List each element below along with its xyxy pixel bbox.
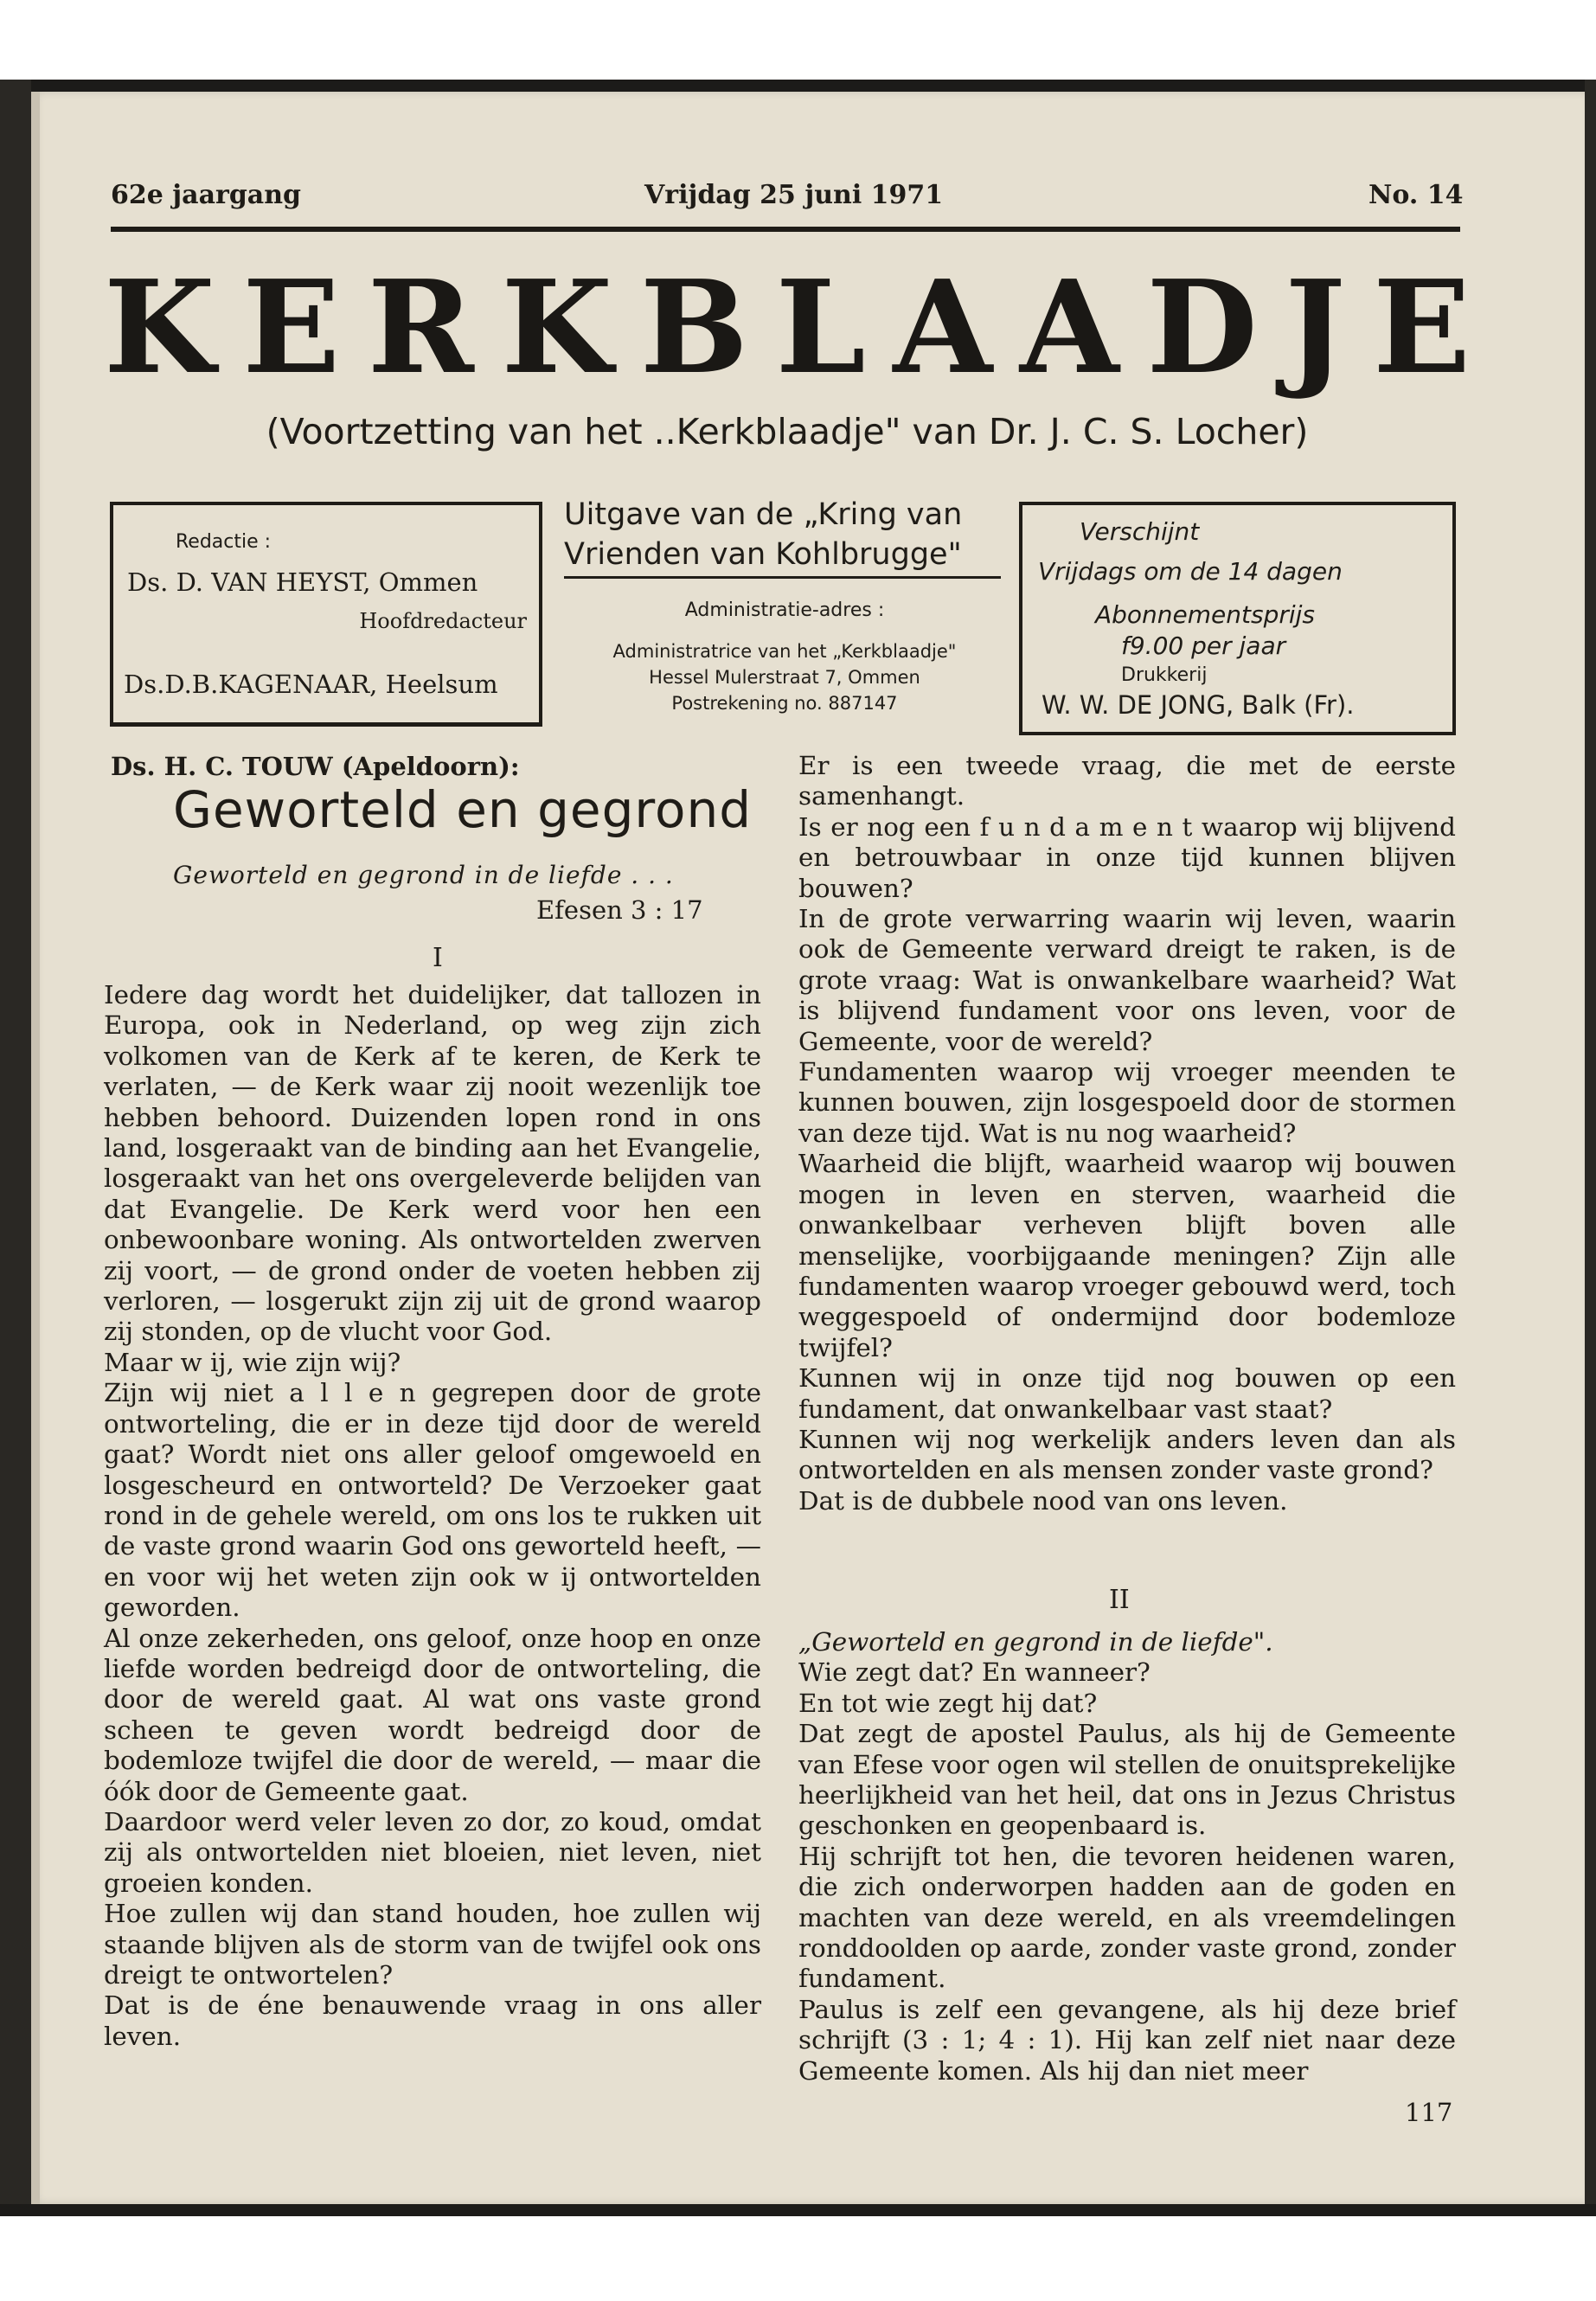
masthead-letter: R [367, 251, 474, 402]
paragraph: Dat is de éne benauwende vraag in ons aller leven. [104, 1990, 761, 2051]
paragraph: Maar w ij, wie zijn wij? [104, 1347, 401, 1377]
masthead-letter: A [893, 251, 993, 402]
printer-label: Drukkerij [1121, 664, 1208, 686]
subscription-box [1019, 502, 1456, 735]
scan-frame-left [0, 80, 31, 2216]
price-value: f9.00 per jaar [1121, 631, 1286, 660]
redactie-box [110, 502, 542, 727]
page-number: 117 [1405, 2098, 1453, 2127]
frequency-value: Vrijdags om de 14 dagen [1038, 557, 1343, 586]
redactie-label: Redactie : [176, 531, 272, 553]
paragraph: „Geworteld en gegrond in de liefde". [798, 1627, 1273, 1657]
paragraph: Hij schrijft tot hen, die tevoren heidenen waren, die zich onderworpen hadden aan de goden en machten van deze wereld, en als vreemdelingen ronddoolden op aarde, zonder vaste grond, zonder fundament. [798, 1841, 1456, 1994]
paragraph: Waarheid die blijft, waarheid waarop wij bouwen mogen in leven en sterven, waarheid die onwankelbaar verheven blijft boven alle menselijke, voorbijgaande meningen? Zijn alle fundamenten waarop vroeger gebouwd werd, toch weggespoeld of ondermijnd door bodemloze twijfel? [798, 1149, 1456, 1362]
admin-address [564, 638, 1005, 716]
paragraph: Daardoor werd veler leven zo dor, zo koud, omdat zij als ontwortelden niet bloeien, niet leven, niet groeien konden. [104, 1806, 761, 1898]
article-title: Geworteld en gegrond [173, 780, 753, 839]
masthead-letter: E [1373, 251, 1471, 402]
frequency-label: Verschijnt [1080, 517, 1200, 546]
paragraph: Iedere dag wordt het duidelijker, dat tallozen in Europa, ook in Nederland, op weg zijn zich volkomen van de Kerk af te keren, de Kerk te verlaten, — de Kerk waar zij nooit wezenlijk toe hebben behoord. Duizenden lopen rond in ons land, losgeraakt van de binding aan het Evangelie, losgeraakt van het ons overgeleverde belijden van dat Evangelie. De Kerk werd voor hen een onbewoonbare woning. Als ontwortelden zwerven zij voort, — de grond onder de voeten hebben zij verloren, — losgerukt zijn zij uit de grond waarop zij stonden, op de vlucht voor God. [104, 980, 761, 1347]
publisher-line-2: Vrienden van Kohlbrugge" [564, 537, 962, 572]
editor-1: Ds. D. VAN HEYST, Ommen [127, 567, 478, 597]
section-numeral-2: II [1109, 1585, 1130, 1615]
scan-frame-right [1585, 80, 1596, 2216]
masthead-letter: D [1146, 251, 1258, 402]
paragraph: Is er nog een f u n d a m e n t waarop wij blijvend en betrouwbaar in onze tijd kunnen blijven bouwen? [798, 811, 1456, 903]
publisher-line-1: Uitgave van de „Kring van [564, 497, 963, 532]
admin-line-1: Administratrice van het „Kerkblaadje" [612, 641, 957, 662]
section-numeral-1: I [433, 943, 443, 973]
paragraph: Fundamenten waarop wij vroeger meenden te kunnen bouwen, zijn losgespoeld door de stormen van deze tijd. Wat is nu nog waarheid? [798, 1057, 1456, 1148]
paragraph: Dat is de dubbele nood van ons leven. [798, 1485, 1288, 1516]
paragraph: En tot wie zegt hij dat? [798, 1688, 1098, 1718]
paragraph: Kunnen wij nog werkelijk anders leven dan als ontwortelden en als mensen zonder vaste grond? [798, 1424, 1456, 1485]
editor-1-role: Hoofdredacteur [359, 609, 527, 633]
issue-date: Vrijdag 25 juni 1971 [644, 180, 944, 210]
page-binding-edge [31, 92, 40, 2204]
admin-line-3: Postrekening no. 887147 [671, 693, 898, 714]
paragraph: Zijn wij niet a l l e n gegrepen door de grote ontworteling, die er in deze tijd door de wereld gaat? Wordt niet ons aller geloof omgewoeld en losgescheurd en ontworteld? De Verzoeker gaat rond in de gehele wereld, om ons los te rukken uit de vaste grond waarin God ons geworteld heeft, — en voor wij het weten zijn ook w ij ontwortelden geworden. [104, 1378, 761, 1623]
paragraph: Paulus is zelf een gevangene, als hij deze brief schrijft (3 : 1; 4 : 1). Hij kan zelf niet naar deze Gemeente komen. Als hij dan niet meer [798, 1994, 1456, 2086]
paragraph: Dat zegt de apostel Paulus, als hij de Gemeente van Efese voor ogen wil stellen de onuitsprekelijke heerlijkheid van het heil, dat ons in Jezus Christus geschonken en geopenbaard is. [798, 1719, 1456, 1841]
article-column-right-section-2 [798, 1627, 1456, 2086]
publisher-rule [564, 576, 1001, 579]
issue-number: No. 14 [1368, 180, 1464, 210]
paragraph: Hoe zullen wij dan stand houden, hoe zullen wij staande blijven als de storm van de twijfel ook ons dreigt te ontwortelen? [104, 1899, 761, 1990]
header-rule [111, 227, 1460, 232]
scripture-reference: Efesen 3 : 17 [536, 895, 703, 925]
printer-name: W. W. DE JONG, Balk (Fr). [1042, 690, 1355, 720]
editor-2: Ds.D.B.KAGENAAR, Heelsum [124, 670, 498, 699]
scan-frame-bottom [0, 2204, 1596, 2216]
paragraph: Wie zegt dat? En wanneer? [798, 1657, 1151, 1688]
admin-label: Administratie-adres : [684, 599, 885, 621]
admin-line-2: Hessel Mulerstraat 7, Ommen [649, 667, 920, 688]
masthead-letter: B [639, 251, 748, 402]
volume-label: 62e jaargang [111, 180, 302, 210]
article-author: Ds. H. C. TOUW (Apeldoorn): [111, 752, 520, 781]
masthead-letter: A [1019, 251, 1119, 402]
masthead-letter: K [501, 251, 613, 402]
masthead-letter: L [775, 251, 866, 402]
paragraph: In de grote verwarring waarin wij leven, waarin ook de Gemeente verward dreigt te raken, is de grote vraag: Wat is onwankelbare waarheid? Wat is blijvend fundament voor ons leven, voor de Gemeente, voor de wereld? [798, 904, 1456, 1056]
masthead-subtitle: (Voortzetting van het ..Kerkblaadje" van Dr. J. C. S. Locher) [266, 411, 1309, 452]
article-column-right [798, 751, 1456, 1516]
masthead-letter: E [242, 251, 341, 402]
scan-frame-top [0, 80, 1596, 92]
masthead-letter: K [104, 251, 215, 402]
article-epigraph: Geworteld en gegrond in de liefde . . . [173, 861, 674, 889]
masthead-title [104, 251, 1471, 402]
publisher-block [564, 495, 1005, 716]
paragraph: Er is een tweede vraag, die met de eerste samenhangt. [798, 751, 1456, 811]
masthead-letter: J [1285, 251, 1346, 402]
price-label: Abonnementsprijs [1095, 600, 1316, 629]
paragraph: Kunnen wij in onze tijd nog bouwen op een fundament, dat onwankelbaar vast staat? [798, 1363, 1456, 1424]
paragraph: Al onze zekerheden, ons geloof, onze hoop en onze liefde worden bedreigd door de ontworteling, die door de wereld gaat. Al wat ons vaste grond scheen te geven wordt bedreigd door de bodemloze twijfel die door de wereld, — maar die óók door de Gemeente gaat. [104, 1623, 761, 1806]
article-column-left [104, 980, 761, 2052]
